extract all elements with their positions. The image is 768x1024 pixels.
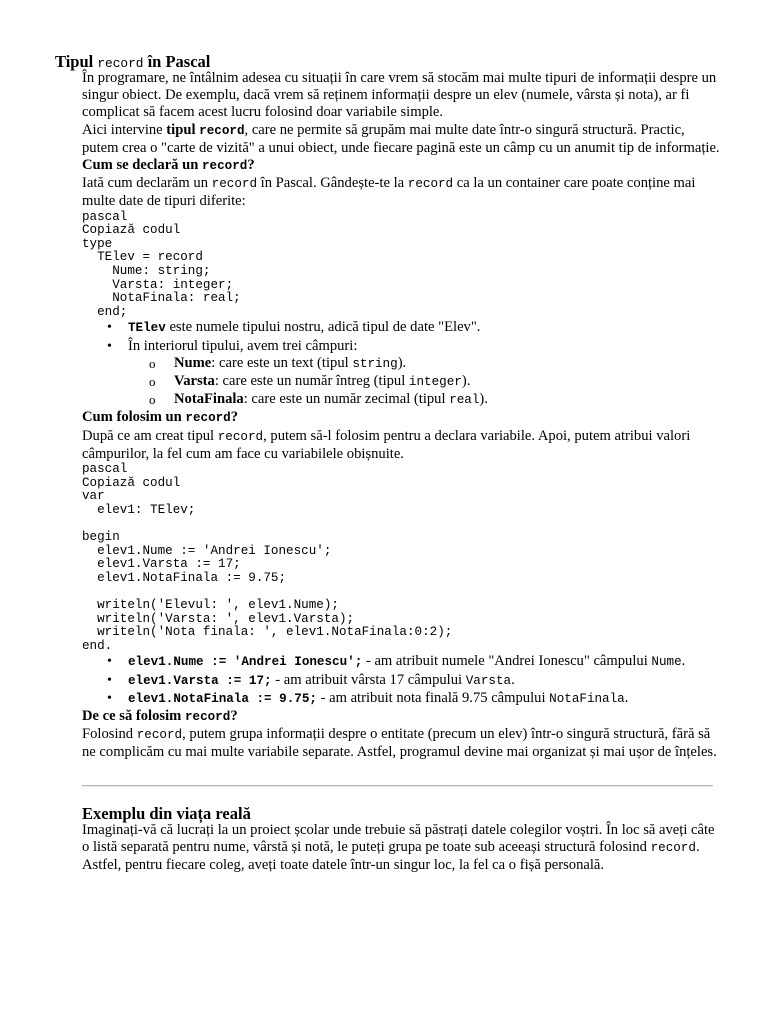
use-paragraph: După ce am creat tipul record, putem să-l folosim pentru a declara variabile. Apoi, putem atribui valori câmpurilor, la fel cum am face cu variabilele obișnuite.: [82, 427, 691, 462]
intro-paragraph-2: Aici intervine tipul record, care ne permite să grupăm mai multe date într-o singură structură. Practic, putem crea o "carte de vizită" a unui obiect, unde fiecare pagină este un câmp cu un anumit tip de informație.: [82, 121, 720, 156]
list-item: • elev1.NotaFinala := 9.75; - am atribuit nota finală 9.75 câmpului NotaFinala.: [128, 690, 722, 708]
declare-bullet-list: [82, 319, 722, 409]
section-divider: [82, 785, 713, 787]
list-item: • În interiorul tipului, avem trei câmpuri: o Nume: care este un text (tipul string). o Varsta: care este un număr întreg (tipul integer). o NotaFinala: care este un număr zecimal (tipul real).: [128, 338, 722, 410]
example-heading: Exemplu din viața reală: [82, 804, 251, 823]
use-heading: Cum folosim un record?: [82, 409, 239, 426]
list-item: o Varsta: care este un număr întreg (tipul integer).: [174, 373, 722, 391]
why-paragraph: Folosind record, putem grupa informații despre o entitate (precum un elev) într-o singură structură, fără să ne complicăm cu mai multe variabile separate. Astfel, programul devine mai organizat și mai ușor de înțeles.: [82, 726, 717, 761]
main-content: [82, 70, 722, 762]
example-paragraph: Imaginați-vă că lucrați la un proiect școlar unde trebuie să păstrați datele colegilor voștri. În loc să aveți câte o listă separată pentru nume, vârstă și notă, le puteți grupa pe toate sub aceeași structură folosind record. Astfel, pentru fiecare coleg, aveți toate datele într-un singur loc, la fel ca o fișă personală.: [82, 822, 715, 874]
use-code-block[interactable]: pascal Copiază codul var elev1: TElev; begin elev1.Nume := 'Andrei Ionescu'; elev1.Varsta := 17; elev1.NotaFinala := 9.75; writeln('Elevul: ', elev1.Nume); writeln('Varsta: ', elev1.Varsta); writeln('Nota finala: ', elev1.NotaFinala:0:2); end.: [82, 462, 453, 653]
title-code: record: [97, 56, 144, 71]
intro-paragraph-1: În programare, ne întâlnim adesea cu situații în care vrem să stocăm mai multe tipuri de informații despre un singur obiect. De exemplu, dacă vrem să reținem informații despre un elev (numele, vârsta și nota), ar fi complicat să facem acest lucru folosind doar variabile simple.: [82, 70, 717, 121]
example-content: [82, 822, 722, 875]
declare-code-block[interactable]: pascal Copiază codul type TElev = record Nume: string; Varsta: integer; NotaFinala: real; end;: [82, 209, 241, 319]
fields-sublist: [128, 355, 722, 410]
list-item: • elev1.Nume := 'Andrei Ionescu'; - am atribuit numele "Andrei Ionescu" câmpului Nume.: [128, 653, 722, 671]
list-item: o Nume: care este un text (tipul string).: [174, 355, 722, 373]
use-bullet-list: [82, 653, 722, 708]
why-heading: De ce să folosim record?: [82, 707, 238, 724]
declare-paragraph: Iată cum declarăm un record în Pascal. Gândește-te la record ca la un container care poate conține mai multe date de tipuri diferite:: [82, 175, 696, 210]
list-item: o NotaFinala: care este un număr zecimal (tipul real).: [174, 391, 722, 409]
title-suffix: în Pascal: [147, 52, 211, 71]
list-item: • elev1.Varsta := 17; - am atribuit vârsta 17 câmpului Varsta.: [128, 672, 722, 690]
declare-heading: Cum se declară un record?: [82, 157, 255, 174]
list-item: • TElev este numele tipului nostru, adică tipul de date "Elev".: [128, 319, 722, 337]
title-prefix: Tipul: [55, 52, 94, 71]
